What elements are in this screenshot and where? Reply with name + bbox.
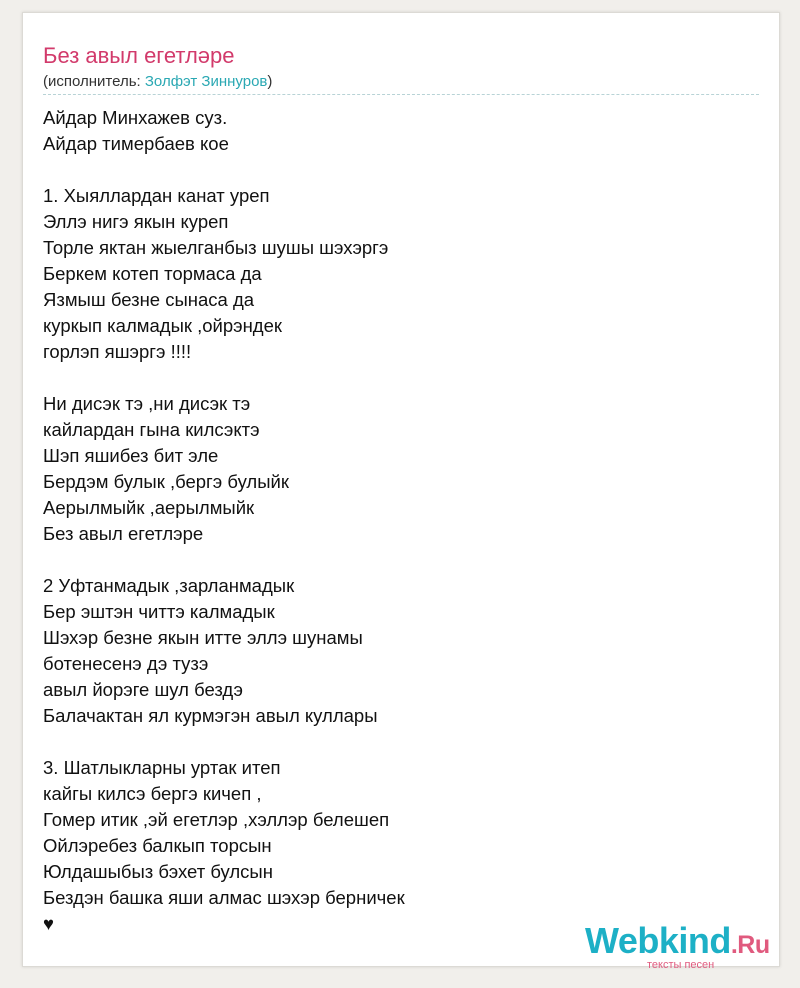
lyric-blank-line	[43, 157, 759, 183]
lyric-line: 3. Шатлыкларны уртак итеп	[43, 757, 281, 778]
logo-ru: .Ru	[730, 931, 770, 959]
lyric-line: Эллэ нигэ якын куреп	[43, 211, 229, 232]
lyric-line: Язмыш безне сынаса да	[43, 289, 255, 310]
lyric-line: Айдар Минхажев суз.	[43, 107, 228, 128]
lyric-line: горлэп яшэргэ !!!!	[43, 341, 192, 362]
lyric-line: Без авыл егетлэре	[43, 523, 204, 544]
divider	[43, 94, 759, 95]
lyric-line: Айдар тимербаев кое	[43, 133, 229, 154]
lyric-line: Беркем котеп тормаса да	[43, 263, 262, 284]
lyrics-card	[22, 12, 780, 971]
lyric-line: Бер эштэн читтэ калмадык	[43, 601, 275, 622]
lyrics-text	[43, 105, 759, 937]
artist-line	[43, 73, 272, 91]
lyric-line: Торле яктан жыелганбыз шушы шэхэргэ	[43, 237, 389, 258]
artist-prefix: (исполнитель:	[43, 73, 145, 90]
lyric-line: Бердэм булык ,бергэ булыйк	[43, 471, 289, 492]
logo-web: Webkind	[585, 920, 731, 961]
lyric-line: 1. Хыяллардан канат уреп	[43, 185, 270, 206]
lyric-line: ♥	[43, 913, 54, 934]
lyric-line: ботенесенэ дэ тузэ	[43, 653, 209, 674]
lyric-line: 2 Уфтанмадык ,зарланмадык	[43, 575, 295, 596]
lyric-line: Бездэн башка яши алмас шэхэр берничек	[43, 887, 405, 908]
lyric-line: Шэп яшибез бит эле	[43, 445, 219, 466]
lyric-line: Ни дисэк тэ ,ни дисэк тэ	[43, 393, 251, 414]
lyric-line: Юлдашыбыз бэхет булсын	[43, 861, 273, 882]
lyric-line: кайлардан гына килсэктэ	[43, 419, 260, 440]
logo-tagline: тексты песен	[647, 959, 715, 971]
lyric-line: Аерылмыйк ,аерылмыйк	[43, 497, 255, 518]
lyric-blank-line	[43, 547, 759, 573]
lyric-line: куркып калмадык ,ойрэндек	[43, 315, 282, 336]
lyric-line: Шэхэр безне якын итте эллэ шунамы	[43, 627, 363, 648]
artist-suffix: )	[267, 73, 273, 90]
lyric-blank-line	[43, 365, 759, 391]
site-logo[interactable]	[585, 920, 775, 971]
lyric-line: авыл йорэге шул бездэ	[43, 679, 243, 700]
artist-link[interactable]: Золфэт Зиннуров	[144, 73, 268, 90]
lyric-blank-line	[43, 729, 759, 755]
lyric-line: Гомер итик ,эй егетлэр ,хэллэр белешеп	[43, 809, 390, 830]
lyric-line: Балачактан ял курмэгэн авыл куллары	[43, 705, 378, 726]
lyric-line: Ойлэребез балкып торсын	[43, 835, 272, 856]
song-title: Без авыл егетләре	[43, 43, 235, 68]
lyric-line: кайгы килсэ бергэ кичеп ,	[43, 783, 262, 804]
